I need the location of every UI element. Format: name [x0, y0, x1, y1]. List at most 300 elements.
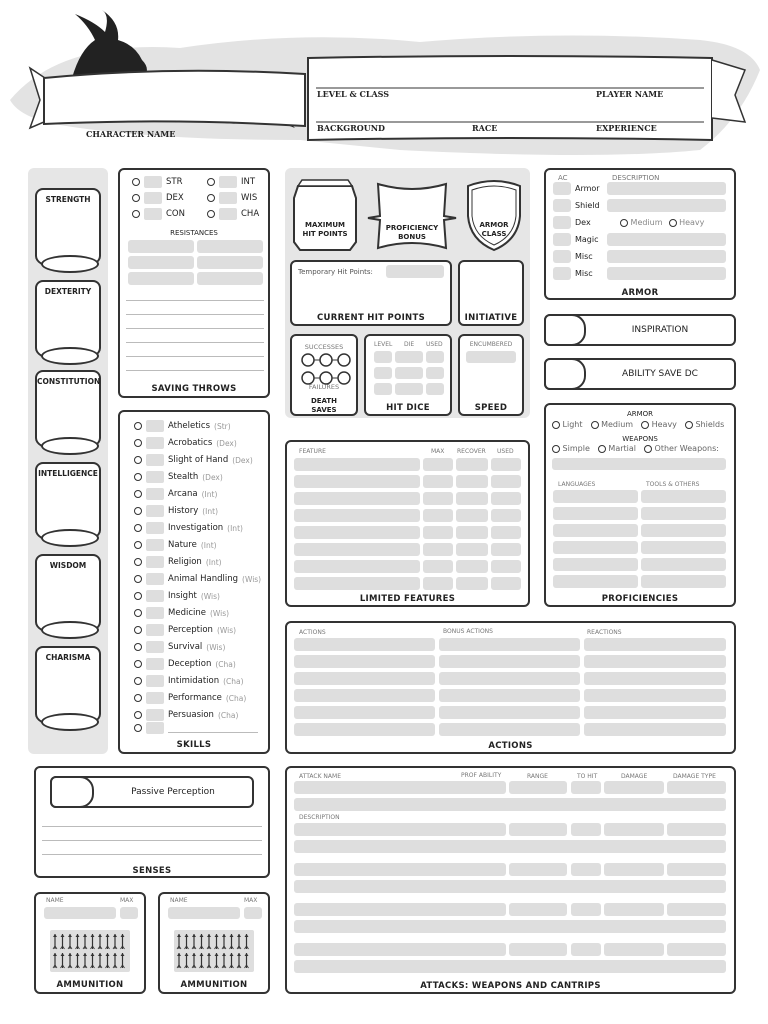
skill-value[interactable]	[146, 641, 164, 653]
skill-value[interactable]	[146, 573, 164, 585]
skill-value[interactable]	[146, 692, 164, 704]
tool-field[interactable]	[641, 558, 726, 571]
lf-feature-field[interactable]	[294, 458, 420, 471]
skill-checkbox[interactable]	[134, 724, 142, 732]
armor-row-label: Magic	[575, 235, 599, 244]
resistance-field[interactable]	[128, 272, 194, 285]
lf-used-field[interactable]	[491, 577, 521, 590]
language-field[interactable]	[553, 524, 638, 537]
lf-recover-field[interactable]	[456, 560, 488, 573]
ammo-max-input[interactable]	[120, 907, 138, 919]
armor-row-label: Shield	[575, 201, 600, 210]
skill-value[interactable]	[146, 556, 164, 568]
attacks-title: ATTACKS: WEAPONS AND CANTRIPS	[420, 981, 601, 991]
save-wis-value[interactable]	[219, 192, 237, 204]
attack-damage-type-field[interactable]	[667, 903, 726, 916]
lf-feature-field[interactable]	[294, 475, 420, 488]
lf-max-field[interactable]	[423, 560, 453, 573]
language-field[interactable]	[553, 575, 638, 588]
proficiencies-title: PROFICIENCIES	[601, 594, 679, 604]
armor-class-label	[462, 221, 526, 239]
attack-description-field[interactable]	[294, 840, 726, 853]
bonus-action-field[interactable]	[439, 706, 580, 719]
skill-row[interactable]	[134, 554, 222, 570]
prof-weapons-header: WEAPONS	[622, 435, 658, 443]
skill-name: Atheletics	[168, 421, 211, 431]
ability-charisma[interactable]: CHARISMA	[35, 646, 101, 726]
limited-features-title: LIMITED FEATURES	[359, 594, 456, 604]
languages-header: LANGUAGES	[558, 481, 596, 488]
skills-title: SKILLS	[176, 740, 212, 750]
reactions-header: REACTIONS	[587, 629, 622, 636]
lf-max-field[interactable]	[423, 577, 453, 590]
background-input[interactable]	[316, 98, 704, 120]
skill-proficiency-checkbox[interactable]	[134, 456, 142, 464]
save-cha-value[interactable]	[219, 208, 237, 220]
skill-value[interactable]	[146, 722, 164, 734]
hd-field[interactable]	[374, 351, 392, 363]
skill-proficiency-checkbox[interactable]	[134, 711, 142, 719]
skill-row[interactable]	[134, 503, 218, 519]
skill-row[interactable]	[134, 656, 236, 672]
skill-proficiency-checkbox[interactable]	[134, 694, 142, 702]
ammo-max-header: MAX	[244, 897, 258, 904]
skill-attribute: (Cha)	[223, 676, 244, 686]
skill-value[interactable]	[146, 437, 164, 449]
attack-description-field[interactable]	[294, 960, 726, 973]
skill-row[interactable]	[134, 537, 217, 553]
attack-damage-type-field[interactable]	[667, 781, 726, 794]
armor-description-field[interactable]	[607, 250, 726, 263]
save-str-value[interactable]	[144, 176, 162, 188]
lf-feature-field[interactable]	[294, 543, 420, 556]
skill-proficiency-checkbox[interactable]	[134, 643, 142, 651]
lf-max-field[interactable]	[423, 543, 453, 556]
skill-value[interactable]	[146, 709, 164, 721]
level-class-label: LEVEL & CLASS	[317, 89, 390, 99]
death-saves-panel	[290, 334, 358, 416]
prof-heavy[interactable]: Heavy	[641, 420, 677, 429]
ammo-name-input[interactable]	[44, 907, 116, 919]
skill-proficiency-checkbox[interactable]	[134, 609, 142, 617]
action-field[interactable]	[294, 723, 435, 736]
bonus-action-field[interactable]	[439, 723, 580, 736]
inspiration-input[interactable]	[544, 314, 586, 346]
ac-label-2: CLASS	[481, 230, 507, 238]
lf-used-field[interactable]	[491, 560, 521, 573]
lf-max-field[interactable]	[423, 509, 453, 522]
ability-save-dc-box[interactable]	[544, 358, 736, 390]
initiative-panel[interactable]	[458, 260, 524, 326]
hd-field[interactable]	[426, 367, 444, 379]
bonus-action-field[interactable]	[439, 638, 580, 651]
prof-label-1: PROFICIENCY	[385, 224, 439, 232]
resistance-field[interactable]	[128, 256, 194, 269]
resistance-field[interactable]	[197, 272, 263, 285]
skill-value[interactable]	[146, 539, 164, 551]
skill-name: Stealth	[168, 472, 199, 482]
skill-row[interactable]	[134, 418, 231, 434]
language-field[interactable]	[553, 541, 638, 554]
save-dex[interactable]	[132, 192, 184, 204]
dex-limit-options	[620, 218, 704, 227]
attack-name-field[interactable]	[294, 823, 506, 836]
speed-panel[interactable]	[458, 334, 524, 416]
armor-ac-field[interactable]	[553, 267, 571, 280]
skill-name: Slight of Hand	[168, 455, 229, 465]
lf-used-field[interactable]	[491, 526, 521, 539]
senses-line	[42, 854, 262, 855]
prof-shields[interactable]: Shields	[685, 420, 724, 429]
save-con-value[interactable]	[144, 208, 162, 220]
skill-proficiency-checkbox[interactable]	[134, 439, 142, 447]
tools-header: TOOLS & OTHERS	[646, 481, 700, 488]
tool-field[interactable]	[641, 524, 726, 537]
skill-proficiency-checkbox[interactable]	[134, 490, 142, 498]
skill-proficiency-checkbox[interactable]	[134, 422, 142, 430]
skill-value[interactable]	[146, 607, 164, 619]
skill-value[interactable]	[146, 522, 164, 534]
prof-label-2: BONUS	[398, 233, 426, 241]
skill-name: Nature	[168, 540, 197, 550]
bonus-action-field[interactable]	[439, 672, 580, 685]
skill-name: Intimidation	[168, 676, 220, 686]
speed-title: SPEED	[474, 403, 508, 413]
race-label: RACE	[472, 123, 498, 133]
tool-field[interactable]	[641, 541, 726, 554]
ability-save-dc-input[interactable]	[544, 358, 586, 390]
armor-ac-field[interactable]	[553, 233, 571, 246]
skill-value[interactable]	[146, 471, 164, 483]
armor-description-field[interactable]	[607, 267, 726, 280]
save-int-checkbox[interactable]	[207, 178, 215, 186]
reaction-field[interactable]	[584, 689, 726, 702]
player-name-label: PLAYER NAME	[596, 89, 664, 99]
reaction-field[interactable]	[584, 655, 726, 668]
armor-ac-field[interactable]	[553, 182, 571, 195]
hd-field[interactable]	[395, 351, 423, 363]
armor-title: ARMOR	[621, 288, 659, 298]
lf-feature-field[interactable]	[294, 577, 420, 590]
skill-value[interactable]	[146, 420, 164, 432]
lf-max-field[interactable]	[423, 458, 453, 471]
armor-ac-field[interactable]	[553, 250, 571, 263]
tool-field[interactable]	[641, 575, 726, 588]
skill-proficiency-checkbox[interactable]	[134, 626, 142, 634]
skill-name: Perception	[168, 625, 213, 635]
attack-description-field[interactable]	[294, 920, 726, 933]
save-str-checkbox[interactable]	[132, 178, 140, 186]
attack-range-field[interactable]	[509, 823, 567, 836]
prof-other[interactable]: Other Weapons:	[644, 444, 719, 453]
skill-extra[interactable]	[134, 722, 258, 734]
lf-feature-field[interactable]	[294, 526, 420, 539]
action-field[interactable]	[294, 689, 435, 702]
skill-proficiency-checkbox[interactable]	[134, 575, 142, 583]
dex-heavy-option[interactable]: Heavy	[669, 218, 705, 227]
attack-description-field[interactable]	[294, 798, 726, 811]
skill-name: Persuasion	[168, 710, 214, 720]
damage-type-header: DAMAGE TYPE	[673, 773, 716, 780]
current-hp-panel[interactable]	[290, 260, 452, 326]
attack-damage-field[interactable]	[604, 863, 664, 876]
ammunition-title: AMMUNITION	[180, 980, 248, 990]
skill-name: Deception	[168, 659, 212, 669]
lf-max-field[interactable]	[423, 492, 453, 505]
lf-recover-field[interactable]	[456, 492, 488, 505]
senses-title: SENSES	[132, 866, 172, 876]
save-cha-checkbox[interactable]	[207, 210, 215, 218]
prof-simple[interactable]: Simple	[552, 444, 590, 453]
lf-recover-field[interactable]	[456, 577, 488, 590]
armor-ac-header: AC	[558, 174, 568, 182]
failures-label: FAILURES	[308, 383, 340, 391]
attack-range-field[interactable]	[509, 863, 567, 876]
skill-value[interactable]	[146, 675, 164, 687]
reaction-field[interactable]	[584, 723, 726, 736]
lf-used-field[interactable]	[491, 543, 521, 556]
skill-row[interactable]	[134, 622, 236, 638]
temp-hp-input[interactable]	[386, 265, 444, 278]
reaction-field[interactable]	[584, 672, 726, 685]
actions-title: ACTIONS	[488, 741, 533, 751]
attack-name-header: ATTACK NAME	[299, 773, 341, 780]
skill-name: Acrobatics	[168, 438, 213, 448]
weapon-prof-options	[552, 444, 719, 453]
skill-row[interactable]	[134, 571, 261, 587]
save-str[interactable]	[132, 176, 183, 188]
lf-max-field[interactable]	[423, 475, 453, 488]
save-con[interactable]	[132, 208, 185, 220]
attack-to-hit-field[interactable]	[571, 823, 601, 836]
skill-name: Animal Handling	[168, 574, 239, 584]
skill-proficiency-checkbox[interactable]	[134, 507, 142, 515]
attack-to-hit-field[interactable]	[571, 943, 601, 956]
prof-medium[interactable]: Medium	[591, 420, 634, 429]
proficiency-bonus-frame[interactable]	[364, 178, 460, 254]
character-name-label: CHARACTER NAME	[86, 129, 176, 139]
skill-proficiency-checkbox[interactable]	[134, 558, 142, 566]
skill-row[interactable]	[134, 452, 253, 468]
save-dex-value[interactable]	[144, 192, 162, 204]
ability-wisdom[interactable]: WISDOM	[35, 554, 101, 634]
armor-description-field[interactable]	[607, 233, 726, 246]
note-line	[126, 342, 264, 343]
reaction-field[interactable]	[584, 706, 726, 719]
resistance-field[interactable]	[197, 240, 263, 253]
lf-used-field[interactable]	[491, 492, 521, 505]
arrows-icon	[174, 930, 254, 972]
attack-name-field[interactable]	[294, 903, 506, 916]
ammo-max-input[interactable]	[244, 907, 262, 919]
passive-perception-input[interactable]	[50, 776, 94, 808]
bonus-action-field[interactable]	[439, 655, 580, 668]
hd-field[interactable]	[395, 383, 423, 395]
level-class-input[interactable]	[316, 62, 704, 86]
skill-row[interactable]	[134, 520, 243, 536]
save-int-value[interactable]	[219, 176, 237, 188]
hd-field[interactable]	[374, 383, 392, 395]
reaction-field[interactable]	[584, 638, 726, 651]
language-field[interactable]	[553, 507, 638, 520]
hd-field[interactable]	[374, 367, 392, 379]
skill-row[interactable]	[134, 690, 246, 706]
ability-intelligence[interactable]: INTELLIGENCE	[35, 462, 101, 542]
attack-damage-type-field[interactable]	[667, 863, 726, 876]
attack-damage-field[interactable]	[604, 823, 664, 836]
skill-row[interactable]	[134, 605, 229, 621]
save-wis[interactable]	[207, 192, 257, 204]
note-line	[126, 328, 264, 329]
save-dex-checkbox[interactable]	[132, 194, 140, 202]
lf-recover-field[interactable]	[456, 458, 488, 471]
skill-proficiency-checkbox[interactable]	[134, 660, 142, 668]
passive-perception-label: Passive Perception	[131, 787, 215, 797]
hd-field[interactable]	[426, 351, 444, 363]
prof-light[interactable]: Light	[552, 420, 583, 429]
skill-row[interactable]	[134, 588, 220, 604]
ability-strength[interactable]: STRENGTH	[35, 188, 101, 268]
lf-used-field[interactable]	[491, 509, 521, 522]
hd-level-label: LEVEL	[374, 341, 393, 348]
skill-row[interactable]	[134, 469, 223, 485]
armor-ac-field[interactable]	[553, 216, 571, 229]
lf-recover-field[interactable]	[456, 543, 488, 556]
ammo-name-input[interactable]	[168, 907, 240, 919]
inspiration-box[interactable]	[544, 314, 736, 346]
attack-damage-field[interactable]	[604, 781, 664, 794]
skill-name: Investigation	[168, 523, 224, 533]
attack-description-field[interactable]	[294, 880, 726, 893]
dex-medium-option[interactable]: Medium	[620, 218, 663, 227]
save-wis-checkbox[interactable]	[207, 194, 215, 202]
skill-value[interactable]	[146, 624, 164, 636]
skill-row[interactable]	[134, 486, 217, 502]
action-field[interactable]	[294, 672, 435, 685]
lf-recover-field[interactable]	[456, 475, 488, 488]
save-int[interactable]	[207, 176, 255, 188]
ammo-name-header: NAME	[170, 897, 188, 904]
lf-recover-field[interactable]	[456, 526, 488, 539]
character-name-input[interactable]	[60, 84, 290, 114]
armor-desc-header: DESCRIPTION	[612, 174, 660, 182]
save-con-checkbox[interactable]	[132, 210, 140, 218]
ability-constitution[interactable]: CONSTITUTION	[35, 370, 101, 450]
ammunition-title: AMMUNITION	[56, 980, 124, 990]
attack-damage-type-field[interactable]	[667, 823, 726, 836]
action-field[interactable]	[294, 638, 435, 651]
lf-used-field[interactable]	[491, 475, 521, 488]
resistance-field[interactable]	[197, 256, 263, 269]
skill-proficiency-checkbox[interactable]	[134, 541, 142, 549]
lf-feature-field[interactable]	[294, 509, 420, 522]
attack-damage-field[interactable]	[604, 943, 664, 956]
armor-class-shield[interactable]	[462, 178, 526, 254]
tool-field[interactable]	[641, 507, 726, 520]
passive-perception-box[interactable]	[50, 776, 254, 808]
attack-to-hit-field[interactable]	[571, 781, 601, 794]
skill-value[interactable]	[146, 658, 164, 670]
attack-name-field[interactable]	[294, 943, 506, 956]
skill-row[interactable]	[134, 639, 225, 655]
hd-field[interactable]	[426, 383, 444, 395]
attack-range-field[interactable]	[509, 943, 567, 956]
tool-field[interactable]	[641, 490, 726, 503]
armor-description-field[interactable]	[607, 199, 726, 212]
lf-recover-field[interactable]	[456, 509, 488, 522]
lf-feature-header: FEATURE	[299, 448, 326, 455]
skill-row[interactable]	[134, 673, 244, 689]
ability-dexterity[interactable]: DEXTERITY	[35, 280, 101, 360]
skill-row[interactable]	[134, 435, 237, 451]
lf-feature-field[interactable]	[294, 492, 420, 505]
skill-value[interactable]	[146, 454, 164, 466]
language-field[interactable]	[553, 558, 638, 571]
ac-label-1: ARMOR	[479, 221, 509, 229]
max-hp-shield[interactable]	[290, 178, 360, 254]
attack-damage-field[interactable]	[604, 903, 664, 916]
armor-prof-options	[552, 420, 724, 429]
lf-max-field[interactable]	[423, 526, 453, 539]
skill-value[interactable]	[146, 488, 164, 500]
resistances-label: RESISTANCES	[170, 229, 218, 237]
ammo-tracker[interactable]	[50, 930, 130, 972]
hit-dice-title: HIT DICE	[386, 403, 430, 413]
attack-name-field[interactable]	[294, 863, 506, 876]
lf-feature-field[interactable]	[294, 560, 420, 573]
attack-to-hit-field[interactable]	[571, 863, 601, 876]
action-field[interactable]	[294, 655, 435, 668]
skill-proficiency-checkbox[interactable]	[134, 473, 142, 481]
attack-name-field[interactable]	[294, 781, 506, 794]
save-label: INT	[241, 177, 256, 187]
resistance-field[interactable]	[128, 240, 194, 253]
attack-range-field[interactable]	[509, 903, 567, 916]
armor-description-field[interactable]	[607, 182, 726, 195]
skill-attribute: (Dex)	[216, 438, 237, 448]
armor-row-label: Armor	[575, 184, 600, 193]
encumbered-label: ENCUMBERED	[469, 341, 513, 348]
armor-ac-field[interactable]	[553, 199, 571, 212]
armor-row-label: Misc	[575, 252, 593, 261]
senses-line	[42, 840, 262, 841]
note-line	[126, 356, 264, 357]
attack-range-field[interactable]	[509, 781, 567, 794]
action-field[interactable]	[294, 706, 435, 719]
encumbered-input[interactable]	[466, 351, 516, 363]
skill-proficiency-checkbox[interactable]	[134, 524, 142, 532]
attack-to-hit-field[interactable]	[571, 903, 601, 916]
skill-attribute: (Int)	[200, 540, 217, 550]
skill-row[interactable]	[134, 707, 238, 723]
lf-recover-header: RECOVER	[457, 448, 486, 455]
death-label-1: DEATH	[310, 397, 338, 405]
other-weapons-input[interactable]	[552, 458, 726, 470]
bonus-action-field[interactable]	[439, 689, 580, 702]
skill-value[interactable]	[146, 505, 164, 517]
skill-proficiency-checkbox[interactable]	[134, 592, 142, 600]
skill-value[interactable]	[146, 590, 164, 602]
prof-martial[interactable]: Martial	[598, 444, 636, 453]
ammo-tracker[interactable]	[174, 930, 254, 972]
save-cha[interactable]	[207, 208, 259, 220]
hd-field[interactable]	[395, 367, 423, 379]
lf-used-field[interactable]	[491, 458, 521, 471]
skill-proficiency-checkbox[interactable]	[134, 677, 142, 685]
language-field[interactable]	[553, 490, 638, 503]
lf-max-header: MAX	[431, 448, 445, 455]
attack-damage-type-field[interactable]	[667, 943, 726, 956]
